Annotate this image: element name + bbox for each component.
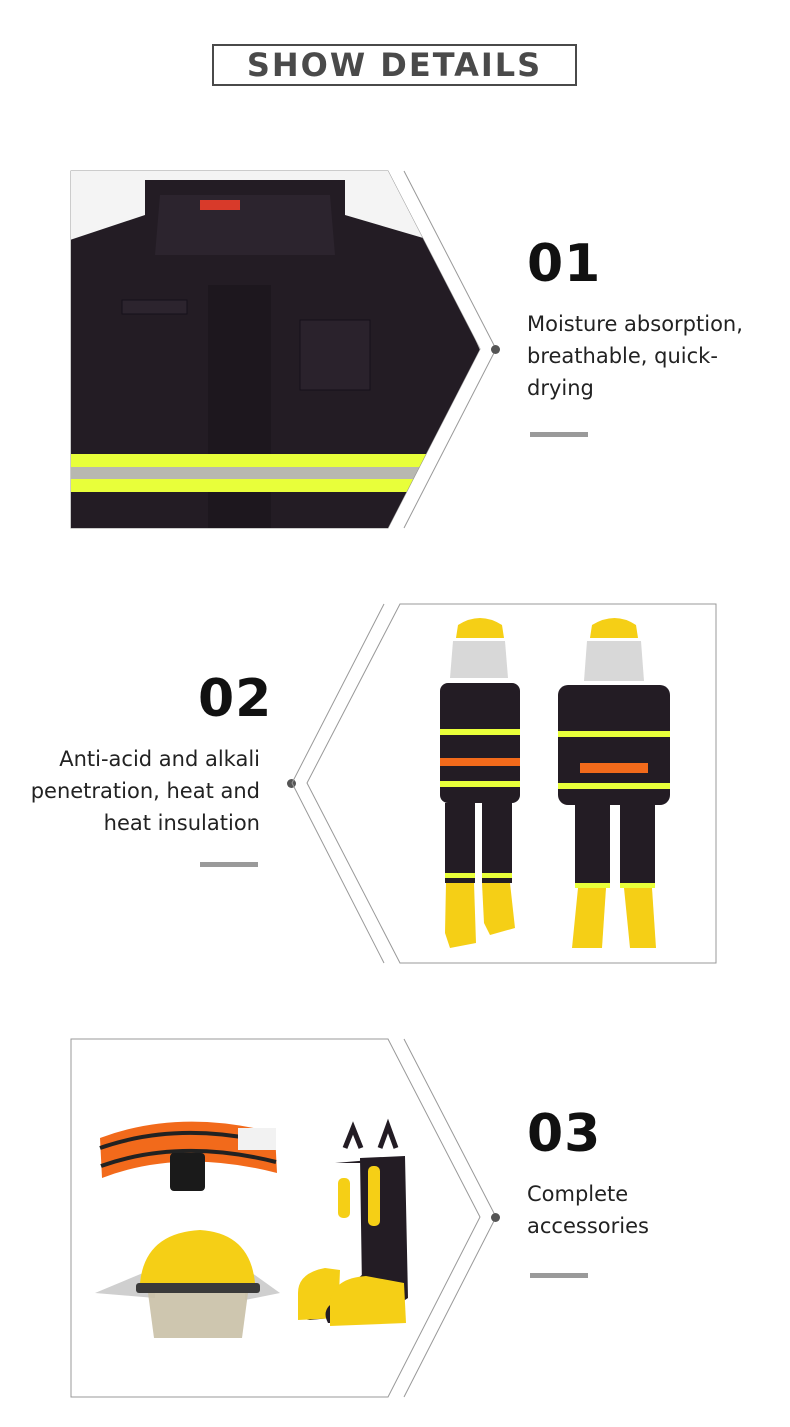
- section-3-connector-dot: [491, 1213, 500, 1222]
- section-3-description: Complete accessories: [527, 1182, 649, 1238]
- page-title: SHOW DETAILS: [212, 44, 577, 86]
- section-3-number: 03: [527, 1104, 602, 1164]
- section-2-accent-bar: [200, 862, 258, 867]
- section-3-accent-bar: [530, 1273, 588, 1278]
- section-1-connector-dot: [491, 345, 500, 354]
- section-2-image: [290, 603, 720, 966]
- jacket-closeup-image: [70, 170, 500, 532]
- accessories-image: [70, 1038, 500, 1401]
- section-1-accent-bar: [530, 432, 588, 437]
- section-1-number: 01: [527, 234, 602, 294]
- firefighter-suit-image: [290, 603, 720, 966]
- section-2-number: 02: [198, 669, 273, 729]
- section-1-image: [70, 170, 500, 532]
- section-2-description: Anti-acid and alkali penetration, heat and heat insulation: [30, 747, 260, 835]
- section-1-description: Moisture absorption, breathable, quick-drying: [527, 312, 743, 400]
- section-3-image: [70, 1038, 500, 1401]
